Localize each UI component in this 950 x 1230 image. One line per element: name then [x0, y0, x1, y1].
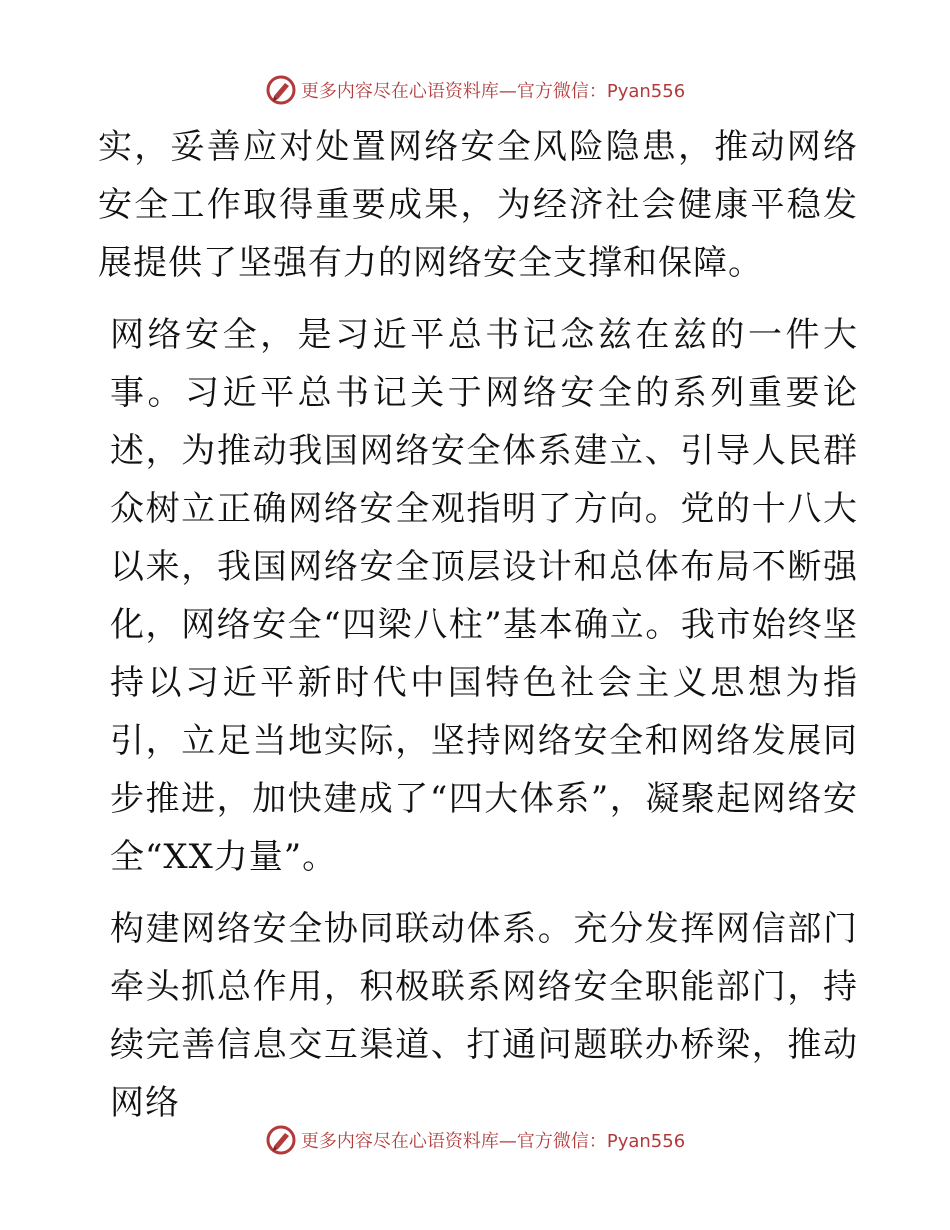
document-body [98, 118, 858, 1132]
banner-text: 更多内容尽在心语资料库—官方微信：Pyan556 [300, 81, 686, 102]
pen-logo-icon [265, 74, 297, 106]
paragraph-1: 实，妥善应对处置网络安全风险隐患，推动网络安全工作取得重要成果，为经济社会健康平稳发展提供了坚强有力的网络安全支撑和保障。 [98, 127, 858, 283]
footer-banner [0, 1120, 950, 1160]
paragraph-3: 构建网络安全协同联动体系。充分发挥网信部门牵头抓总作用，积极联系网络安全职能部门，持续完善信息交互渠道、打通问题联办桥梁，推动网络 [110, 909, 858, 1123]
paragraph-2: 网络安全，是习近平总书记念兹在兹的一件大事。习近平总书记关于网络安全的系列重要论述，为推动我国网络安全体系建立、引导人民群众树立正确网络安全观指明了方向。党的十八大以来，我国网络安全顶层设计和总体布局不断强化，网络安全“四梁八柱”基本确立。我市始终坚持以习近平新时代中国特色社会主义思想为指引，立足当地实际，坚持网络安全和网络发展同步推进，加快建成了“四大体系”，凝聚起网络安全“XX力量”。 [110, 315, 858, 877]
header-banner [0, 70, 950, 110]
banner-text: 更多内容尽在心语资料库—官方微信：Pyan556 [300, 1131, 686, 1152]
pen-logo-icon [265, 1124, 297, 1156]
